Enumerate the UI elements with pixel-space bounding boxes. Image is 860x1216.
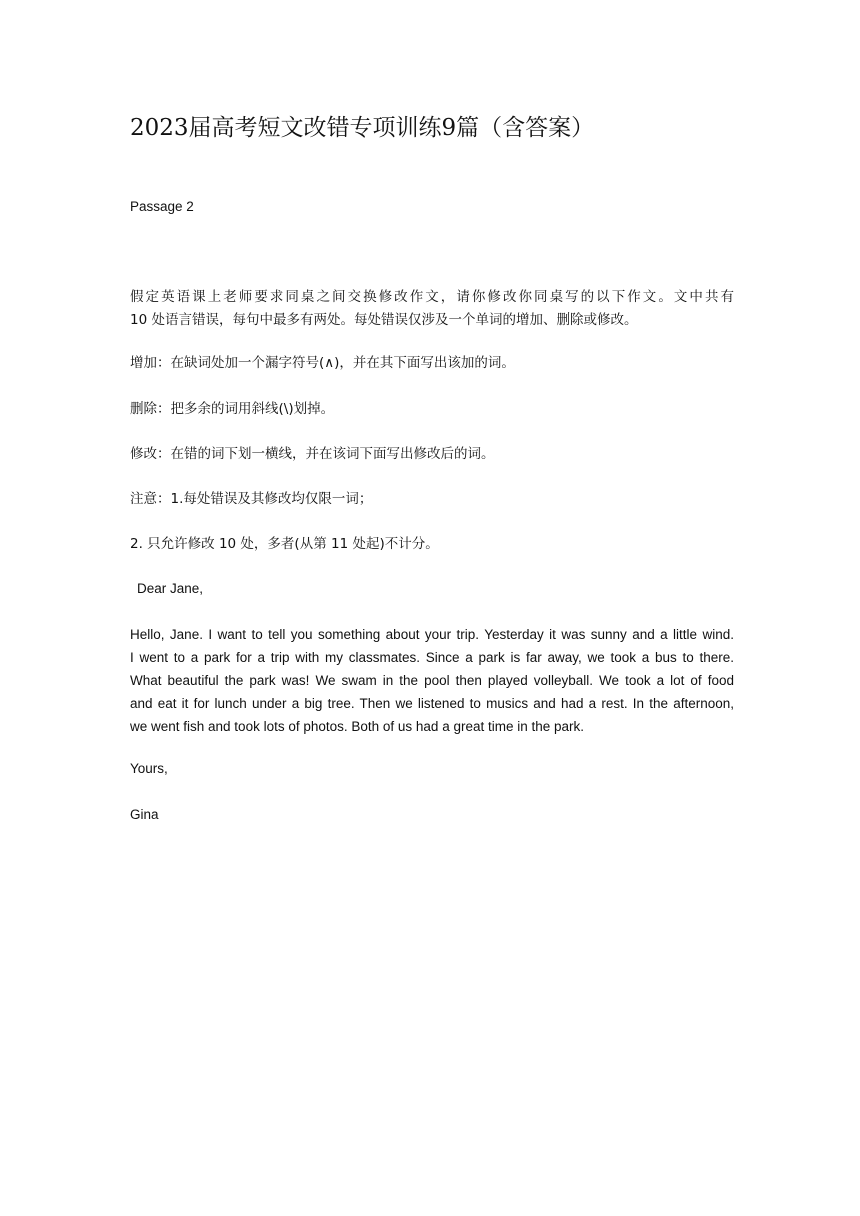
- instructions-block: [130, 286, 734, 332]
- letter-signature: Gina: [130, 807, 159, 822]
- letter-closing: Yours,: [130, 761, 168, 776]
- instruction-add: 增加：在缺词处加一个漏字符号(∧)，并在其下面写出该加的词。: [130, 355, 515, 371]
- letter-line: What beautiful the park was! We swam in the pool then played volleyball. We took a lot of food: [130, 673, 734, 688]
- passage-label: Passage 2: [130, 199, 194, 214]
- letter-line: and eat it for lunch under a big tree. Then we listened to musics and had a rest. In the afternoon,: [130, 696, 734, 711]
- instruction-note-1: 注意：1.每处错误及其修改均仅限一词；: [130, 491, 373, 507]
- instruction-delete: 删除：把多余的词用斜线(\)划掉。: [130, 401, 335, 417]
- instruction-line-2: 10 处语言错误，每句中最多有两处。每处错误仅涉及一个单词的增加、删除或修改。: [130, 312, 638, 328]
- letter-line: Hello, Jane. I want to tell you something about your trip. Yesterday it was sunny and a little wind.: [130, 627, 734, 642]
- letter-line: we went fish and took lots of photos. Both of us had a great time in the park.: [130, 719, 585, 734]
- instruction-line-1: 假定英语课上老师要求同桌之间交换修改作文，请你修改你同桌写的以下作文。文中共有: [130, 289, 734, 305]
- instruction-modify: 修改：在错的词下划一横线，并在该词下面写出修改后的词。: [130, 446, 495, 462]
- instruction-note-2: 2. 只允许修改 10 处，多者(从第 11 处起)不计分。: [130, 536, 439, 552]
- letter-line: I went to a park for a trip with my classmates. Since a park is far away, we took a bus to there.: [130, 650, 734, 665]
- document-title: 2023届高考短文改错专项训练9篇（含答案）: [130, 115, 595, 141]
- letter-greeting: Dear Jane,: [137, 581, 204, 596]
- letter-body: [130, 623, 734, 738]
